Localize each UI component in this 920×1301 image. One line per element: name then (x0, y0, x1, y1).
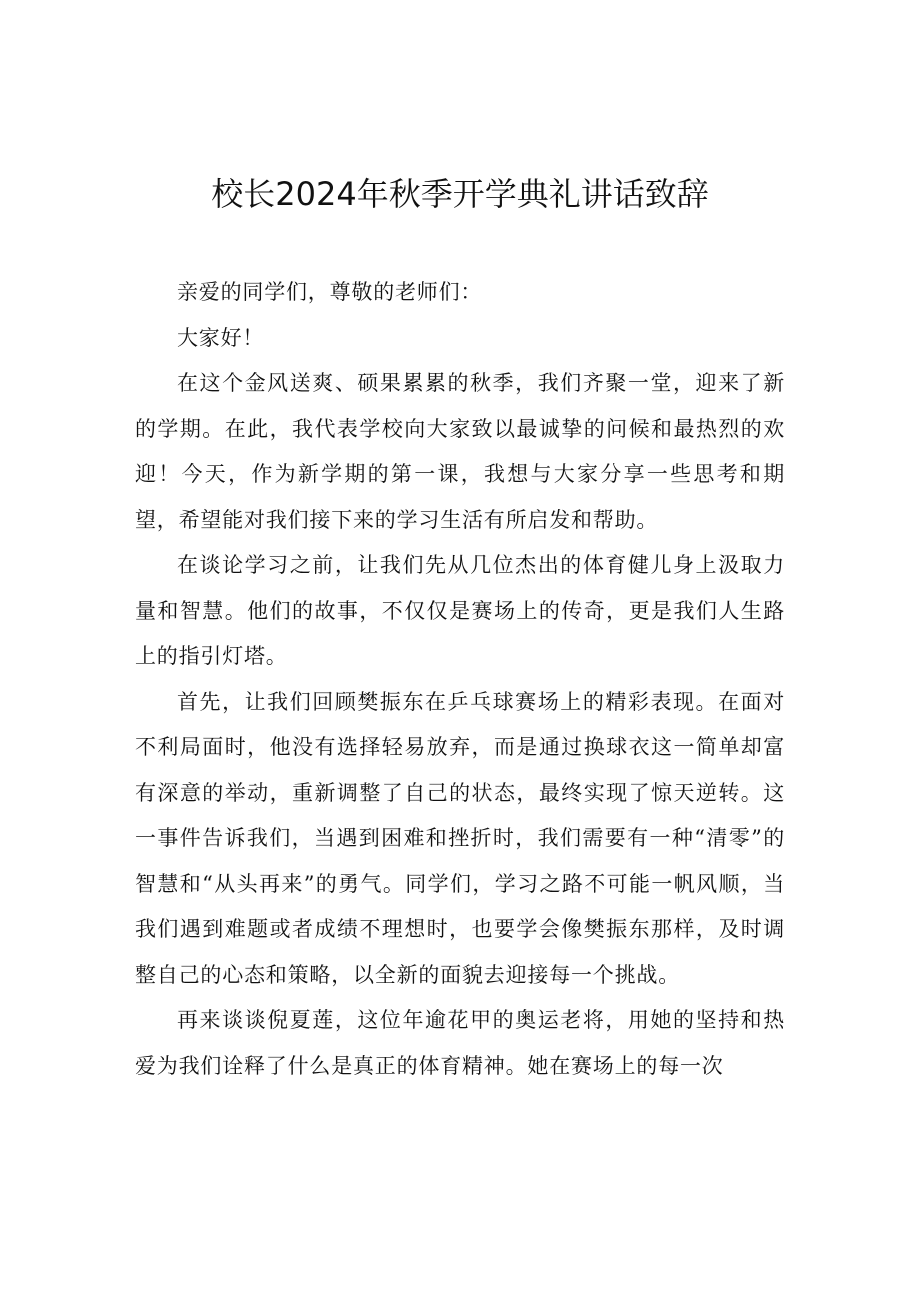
document-body (135, 270, 785, 1089)
salutation: 亲爱的同学们，尊敬的老师们： (177, 280, 483, 304)
body-paragraph: 在这个金风送爽、硕果累累的秋季，我们齐聚一堂，迎来了新的学期。在此，我代表学校向大家致以最诚挚的问候和最热烈的欢迎！今天，作为新学期的第一课，我想与大家分享一些思考和期望，希望能对我们接下来的学习生活有所启发和帮助。 (135, 371, 785, 532)
document-title: 校长2024年秋季开学典礼讲话致辞 (211, 175, 709, 213)
body-paragraph: 首先，让我们回顾樊振东在乒乓球赛场上的精彩表现。在面对不利局面时，他没有选择轻易放弃，而是通过换球衣这一简单却富有深意的举动，重新调整了自己的状态，最终实现了惊天逆转。这一事件告诉我们，当遇到困难和挫折时，我们需要有一种“清零”的智慧和“从头再来”的勇气。同学们，学习之路不可能一帆风顺，当我们遇到难题或者成绩不理想时，也要学会像樊振东那样，及时调整自己的心态和策略，以全新的面貌去迎接每一个挑战。 (135, 689, 785, 987)
body-paragraph: 在谈论学习之前，让我们先从几位杰出的体育健儿身上汲取力量和智慧。他们的故事，不仅仅是赛场上的传奇，更是我们人生路上的指引灯塔。 (135, 553, 785, 668)
greeting: 大家好！ (177, 325, 265, 350)
body-paragraph: 再来谈谈倪夏莲，这位年逾花甲的奥运老将，用她的坚持和热爱为我们诠释了什么是真正的体育精神。她在赛场上的每一次 (135, 1008, 785, 1078)
